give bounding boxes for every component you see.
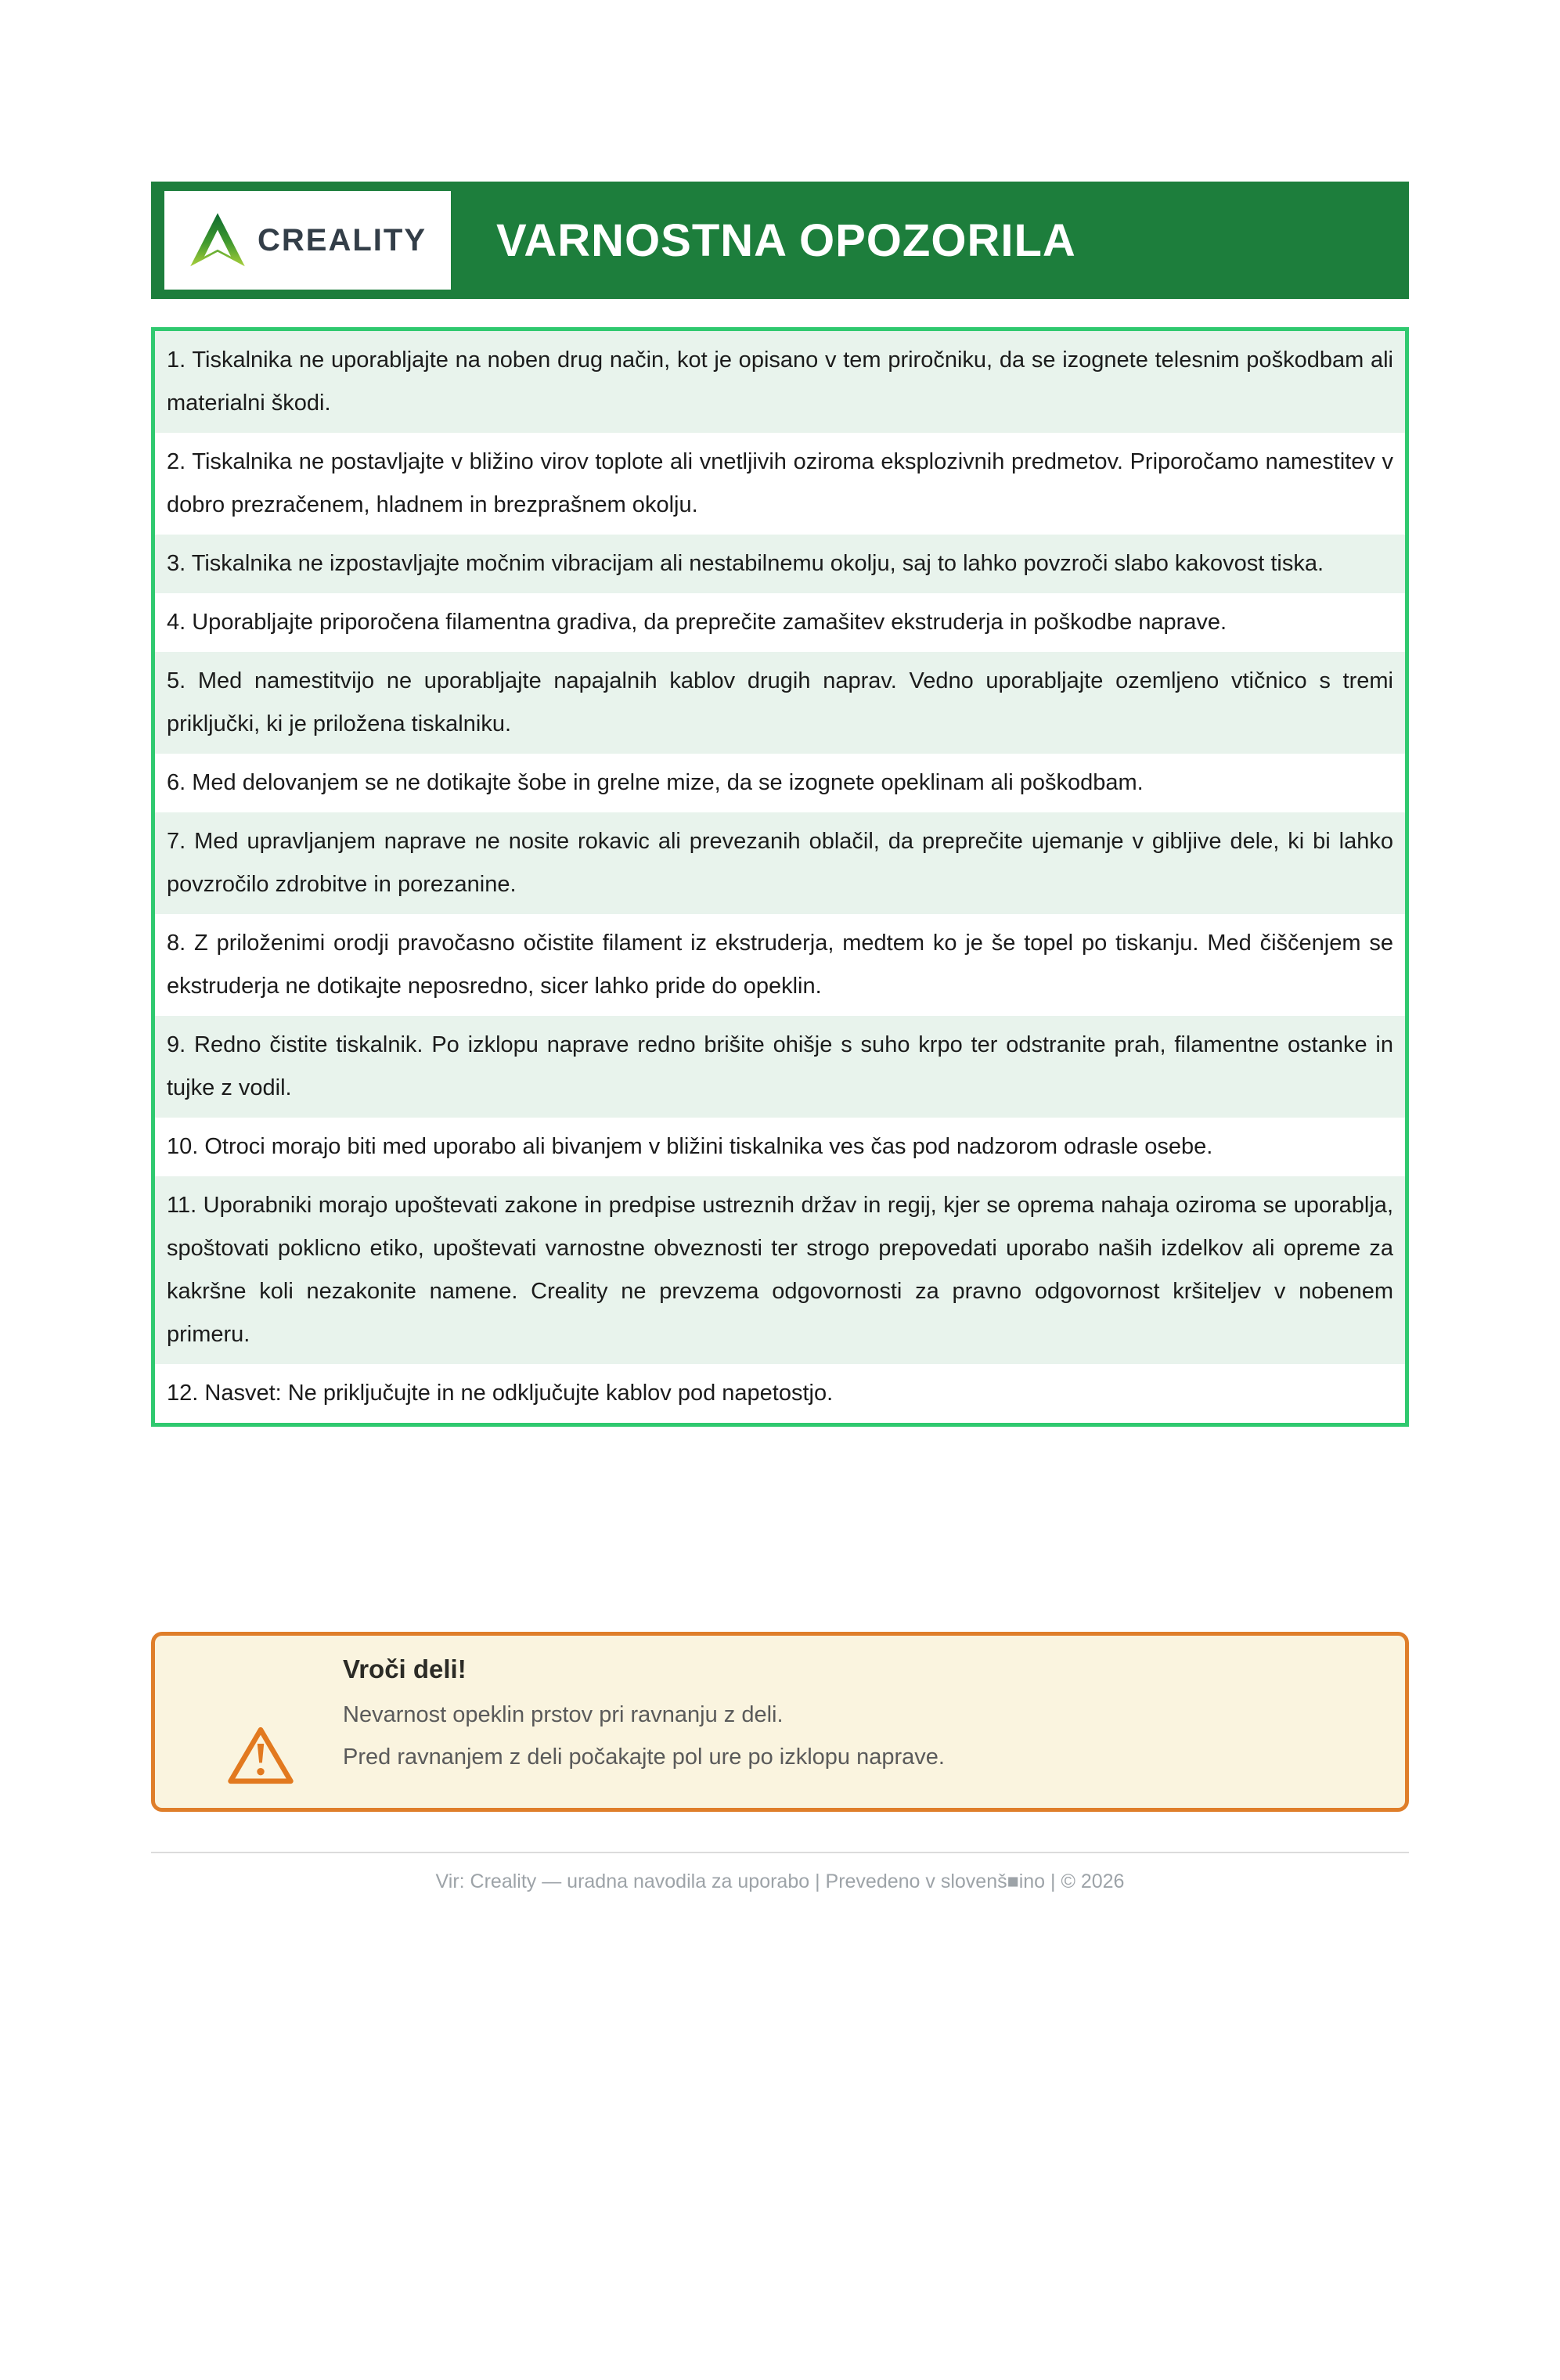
warning-item: 3. Tiskalnika ne izpostavljajte močnim vibracijam ali nestabilnemu okolju, saj to lahko povzroči slabo kakovost tiska. — [155, 535, 1405, 593]
warning-item: 4. Uporabljajte priporočena filamentna gradiva, da preprečite zamašitev ekstruderja in poškodbe naprave. — [167, 610, 1227, 635]
warning-item: 10. Otroci morajo biti med uporabo ali bivanjem v bližini tiskalnika ves čas pod nadzorom odrasle osebe. — [167, 1134, 1213, 1159]
warning-item: 2. Tiskalnika ne postavljajte v bližino virov toplote ali vnetljivih oziroma eksplozivnih predmetov. Priporočamo namestitev v dobro prezračenem, hladnem in brezprašnem okolju. — [167, 449, 1393, 517]
brand-wordmark: CREALITY — [258, 222, 427, 257]
warning-item: 6. Med delovanjem se ne dotikajte šobe in grelne mize, da se izognete opeklinam ali poškodbam. — [167, 770, 1144, 795]
hot-parts-title: Vroči deli! — [343, 1654, 467, 1683]
warning-item: 7. Med upravljanjem naprave ne nosite rokavic ali prevezanih oblačil, da preprečite ujemanje v gibljive dele, ki bi lahko povzročilo zdrobitve in porezanine. — [155, 812, 1405, 914]
warning-item: 12. Nasvet: Ne priključujte in ne odključujte kablov pod napetostjo. — [167, 1381, 834, 1406]
logo-box — [164, 191, 451, 290]
page-title: VARNOSTNA OPOZORILA — [496, 214, 1076, 266]
warning-item: 5. Med namestitvijo ne uporabljajte napajalnih kablov drugih naprav. Vedno uporabljajte ozemljeno vtičnico s tremi priključki, ki je priložena tiskalniku. — [155, 652, 1405, 754]
warning-triangle-icon — [225, 1722, 296, 1789]
warning-item: 1. Tiskalnika ne uporabljajte na noben drug način, kot je opisano v tem priročniku, da se izognete telesnim poškodbam ali materialni škodi. — [155, 331, 1405, 433]
hot-parts-text — [343, 1654, 1382, 1778]
warning-item: 11. Uporabniki morajo upoštevati zakone in predpise ustreznih držav in regij, kjer se oprema nahaja oziroma se uporablja, spoštovati poklicno etiko, upoštevati varnostne obveznosti ter strogo prepovedati uporabo naših izdelkov ali opreme za kakršne koli nezakonite namene. Creality ne prevzema odgovornosti za pravno odgovornost kršiteljev v nobenem primeru. — [155, 1176, 1405, 1364]
warning-item: 8. Z priloženimi orodji pravočasno očistite filament iz ekstruderja, medtem ko je še topel po tiskanju. Med čiščenjem se ekstruderja ne dotikajte neposredno, sicer lahko pride do opeklin. — [167, 931, 1393, 999]
hot-parts-line-2: Pred ravnanjem z deli počakajte pol ure po izklopu naprave. — [343, 1744, 945, 1770]
footer-text: Vir: Creality — uradna navodila za uporabo | Prevedeno v slovenš■ino | © 2026 — [435, 1871, 1125, 1892]
warnings-list — [151, 327, 1409, 1427]
creality-arrow-icon — [189, 204, 247, 276]
footer-divider — [151, 1852, 1409, 1853]
warning-item: 9. Redno čistite tiskalnik. Po izklopu naprave redno brišite ohišje s suho krpo ter odstranite prah, filamentne ostanke in tujke z vodil. — [155, 1016, 1405, 1118]
hot-parts-line-1: Nevarnost opeklin prstov pri ravnanju z deli. — [343, 1702, 784, 1727]
header-banner — [151, 182, 1409, 299]
hot-parts-box — [151, 1632, 1409, 1812]
